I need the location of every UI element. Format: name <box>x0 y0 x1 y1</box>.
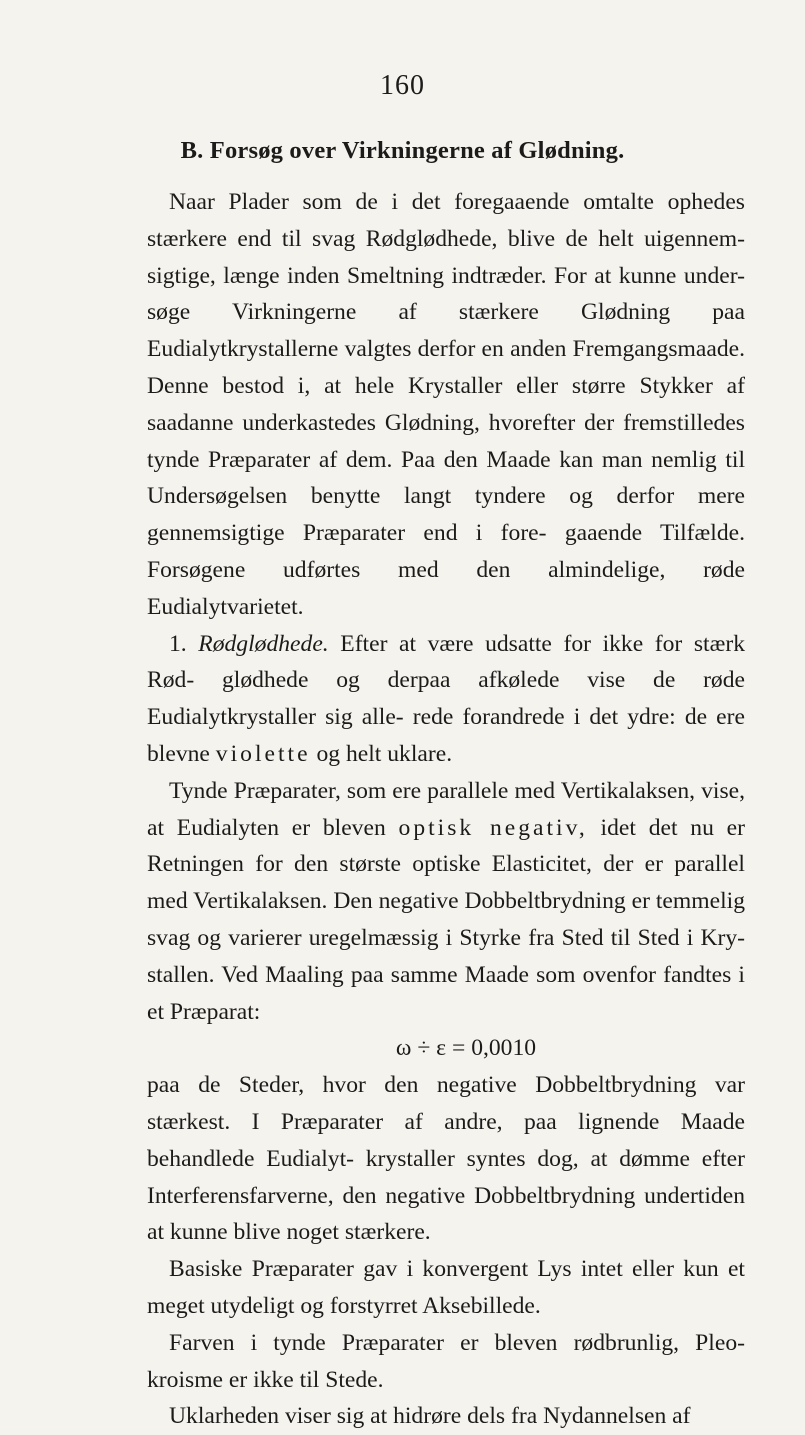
paragraph-basic-preparations: Basiske Præparater gav i konvergent Lys intet eller kun et meget utydeligt og forstyrret Aksebillede. <box>147 1256 745 1319</box>
item-number: 1. <box>169 630 187 657</box>
body-text <box>147 184 745 1435</box>
paragraph-text: Efter at være udsatte for ikke for stærk Rød- glødhede og derpaa afkølede vise de røde Eudialytkrystaller sig alle- rede forandrede i det ydre: de ere blevne <box>147 630 746 767</box>
paragraph-text: og helt uklare. <box>316 740 453 767</box>
formula: ω ÷ ε = 0,0010 <box>395 1035 537 1062</box>
section-heading: B. Forsøg over Virkningerne af Glødning. <box>180 137 625 164</box>
paragraph-strongest: paa de Steder, hvor den negative Dobbeltbrydning var stærkest. I Præparater af andre, paa lignende Maade behandlede Eudialyt- krystaller syntes dog, at dømme efter Interferensfarverne, den negative Dobbeltbrydning undertiden at kunne blive noget stærkere. <box>147 1072 745 1246</box>
emphasis-text: violette <box>215 740 311 767</box>
paragraph-preparations <box>147 773 745 1031</box>
paragraph-cloudiness: Uklarheden viser sig at hidrøre dels fra Nydannelsen af <box>169 1403 691 1430</box>
item-title: Rødglødhede. <box>198 630 329 657</box>
paragraph-text: idet det nu er Retningen for den største optiske Elasticitet, der er parallel med Vertikalaksen. Den negative Dobbeltbrydning er temmelig svag og varierer uregelmæssig i Styrke fra Sted til Sted i Kry- stallen. Ved Maaling paa samme Maade som ovenfor fandtes i et Præparat: <box>147 814 745 1025</box>
paragraph-color: Farven i tynde Præparater er bleven rødbrunlig, Pleo- kroisme er ikke til Stede. <box>147 1329 745 1393</box>
paragraph-text: Tynde Præparater, som ere parallele med Vertikalaksen, vise, at Eudialyten er bleven <box>147 777 745 841</box>
paragraph-roedgloedhede <box>147 626 745 773</box>
emphasis-text: optisk negativ, <box>398 814 588 841</box>
page-number: 160 <box>380 70 425 101</box>
paragraph-intro: Naar Plader som de i det foregaaende omtalte ophedes stærkere end til svag Rødglødhede, blive de helt uigennem- sigtige, længe inden Smeltning indtræder. For at kunne under- søge Virkningerne af stærkere Glødning paa Eudialytkrystallerne valgtes derfor en anden Fremgangsmaade. Denne bestod i, at hele Krystaller eller større Stykker af saadanne underkastedes Glødning, hvorefter der fremstilledes tynde Præparater af dem. Paa den Maade kan man nemlig til Undersøgelsen benytte langt tyndere og derfor mere gennemsigtige Præparater end i fore- gaaende Tilfælde. Forsøgene udførtes med den almindelige, røde Eudialytvarietet. <box>147 189 745 620</box>
